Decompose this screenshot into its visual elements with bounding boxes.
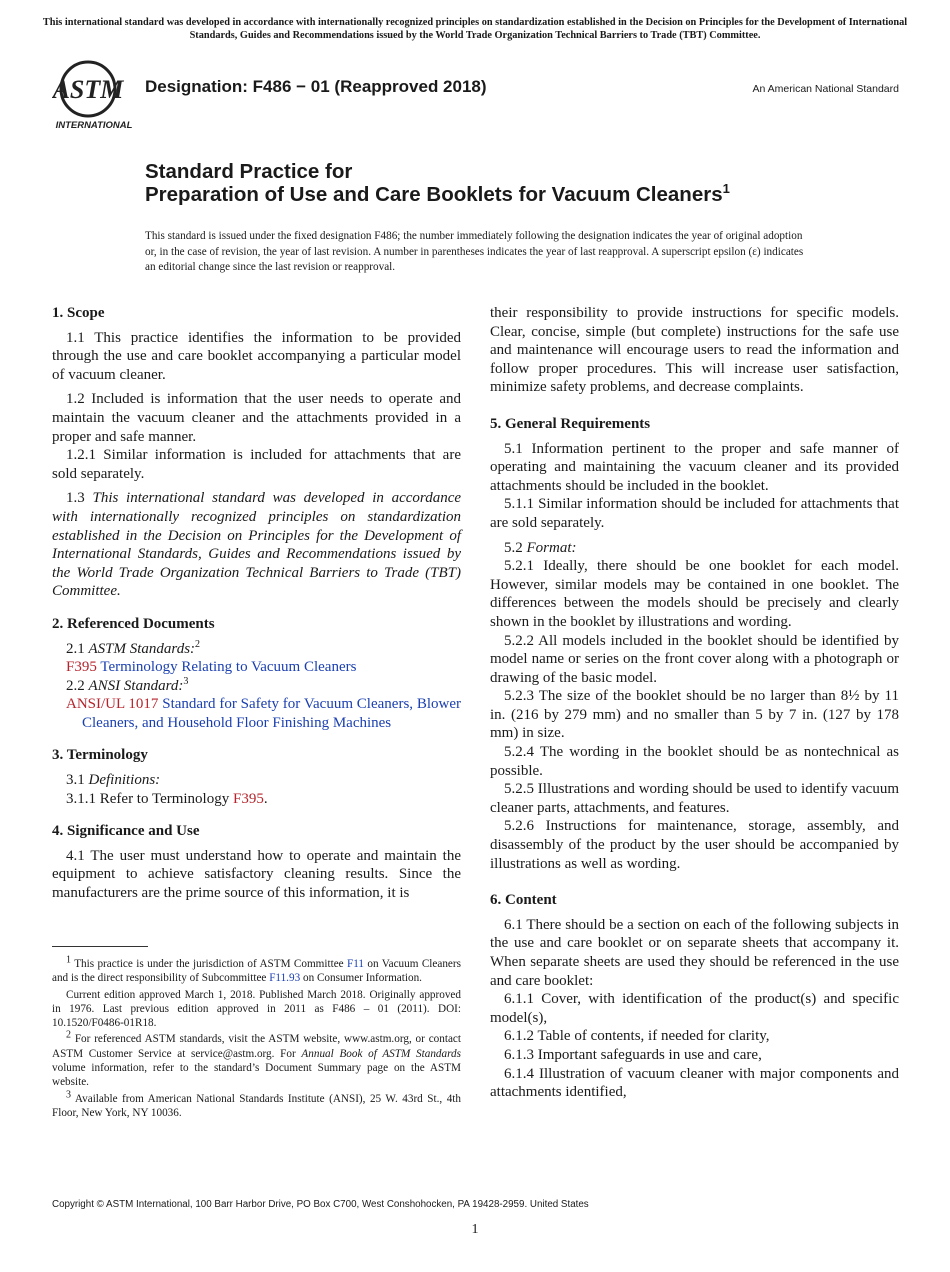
footnote-3: $^3$ Available from American National Standards Institute (ANSI), 25 W. 43rd St., 4th Floor, New York, NY 10036. <box>52 1088 461 1119</box>
footnote-1: $^1$ This practice is under the jurisdiction of ASTM Committee F11 on Vacuum Cleaners and is the direct responsibility of Subcommittee F11.93 on Consumer Information. <box>52 954 461 985</box>
paragraph-6-1-2: 6.1.2 Table of contents, if needed for clarity, <box>504 1028 770 1045</box>
paragraph-5-1-1: 5.1.1 Similar information should be included for attachments that are sold separately. <box>490 496 899 531</box>
paragraph-6-1-1: 6.1.1 Cover, with identification of the product(s) and specific model(s), <box>490 991 899 1026</box>
top-notice: This international standard was developed in accordance with internationally recognized principles on standardization established in the Decision on Principles for the Development of International Standards, Guides and Recommendations issued by the World Trade Organization Technical Barriers to Trade (TBT) Committee. <box>42 17 908 41</box>
paragraph-1-3: 1.3 This international standard was developed in accordance with internationally recognized principles on standardization established in the Decision on Principles for the Development of International Standards, Guides and Recommendations issued by the World Trade Organization Technical Barriers to Trade (TBT) Committee. <box>52 490 462 600</box>
footnotes <box>52 954 461 1122</box>
reference-title: Standard for Safety for Vacuum Cleaners, Blower Cleaners, and Household Floor Finishing Machines <box>82 696 461 731</box>
paragraph-6-1-4: 6.1.4 Illustration of vacuum cleaner with major components and attachments identified, <box>490 1065 899 1101</box>
title-footnote-mark[interactable]: 1 <box>722 181 730 197</box>
paragraph-2-1: 2.1 ASTM Standards:$^2$ <box>66 638 201 657</box>
paragraph-3-1-1: 3.1.1 Refer to Terminology F395. <box>66 790 268 807</box>
logo-text: ASTM <box>52 75 124 104</box>
paragraph-5-2-4: 5.2.4 The wording in the booklet should be as nontechnical as possible. <box>490 744 899 779</box>
national-standard-label: An American National Standard <box>752 83 899 95</box>
astm-logo <box>52 58 136 132</box>
designation: Designation: F486 − 01 (Reapproved 2018) <box>145 77 487 96</box>
issuance-note: This standard is issued under the fixed designation F486; the number immediately following the designation indicates the year of original adoption or, in the case of revision, the year of last revision. A number in parentheses indicates the year of last reapproval. A superscript epsilon (ε) indicates an editorial change since the last revision or reapproval. <box>145 230 804 274</box>
section-heading-content: 6. Content <box>490 892 557 909</box>
reference-title: Terminology Relating to Vacuum Cleaners <box>96 659 357 676</box>
page-number: 1 <box>471 1222 479 1237</box>
paragraph-5-1: 5.1 Information pertinent to the proper and safe manner of operating and maintaining the vacuum cleaner and its provided attachments should be included in the booklet. <box>490 440 899 494</box>
paragraph-1-1: 1.1 This practice identifies the information to be provided through the use and care booklet accompanying a particular model of vacuum cleaner. <box>52 329 461 383</box>
paragraph-4-1: 4.1 The user must understand how to operate and maintain the equipment to achieve satisfactory cleaning results. Since the manufacturers are the prime source of this information, it is <box>52 847 461 902</box>
title-line-2: Preparation of Use and Care Booklets for Vacuum Cleaners$^1$ <box>145 181 730 206</box>
footnote-2: $^2$ For referenced ASTM standards, visit the ASTM website, www.astm.org, or contact ASTM Customer Service at service@astm.org. For Annual Book of ASTM Standards volume information, refer to the standard’s Document Summary page on the ASTM website. <box>52 1029 461 1089</box>
section-heading-terminology: 3. Terminology <box>52 747 148 764</box>
paragraph-6-1-3: 6.1.3 Important safeguards in use and care, <box>504 1046 762 1063</box>
title-line-1: Standard Practice for <box>145 160 353 183</box>
paragraph-2-2: 2.2 ANSI Standard:$^3$ <box>66 675 189 694</box>
paragraph-3-1: 3.1 Definitions: <box>66 772 161 789</box>
document-title <box>145 160 730 206</box>
paragraph-5-2-6: 5.2.6 Instructions for maintenance, storage, assembly, and disassembly of the product by the user should be accompanied by illustrations as well as wording. <box>490 818 899 872</box>
paragraph-1-2: 1.2 Included is information that the user needs to operate and maintain the vacuum cleaner and the attachments provided in a proper and safe manner. <box>52 391 461 445</box>
right-column <box>490 304 899 1102</box>
reference-ansi-ul-1017[interactable] <box>52 695 461 732</box>
committee-link[interactable]: F11 <box>347 958 365 970</box>
section-heading-significance: 4. Significance and Use <box>52 823 200 840</box>
paragraph-4-1-continued: their responsibility to provide instructions for specific models. Clear, concise, simple (but complete) instructions for the safe use and maintenance will encourage users to read the information and follow proper procedures. This will increase user satisfaction, minimize safety problems, and decrease complaints. <box>490 305 899 396</box>
paragraph-1-2-1: 1.2.1 Similar information is included for attachments that are sold separately. <box>52 447 461 482</box>
section-heading-general-requirements: 5. General Requirements <box>490 415 651 432</box>
copyright-notice: Copyright © ASTM International, 100 Barr Harbor Drive, PO Box C700, West Conshohocken, PA 19428-2959. United States <box>52 1199 589 1210</box>
paragraph-5-2: 5.2 Format: <box>504 539 577 556</box>
reference-code: ANSI/UL 1017 <box>66 696 159 713</box>
paragraph-5-2-3: 5.2.3 The size of the booklet should be no larger than 8½ by 11 in. (216 by 279 mm) and no smaller than 5 by 7 in. (127 by 178 mm) in size. <box>490 688 899 742</box>
paragraph-5-2-5: 5.2.5 Illustrations and wording should be used to identify vacuum cleaner parts, attachments, and features. <box>490 781 899 816</box>
paragraph-5-2-1: 5.2.1 Ideally, there should be one booklet for each model. However, similar models may be contained in one booklet. The differences between the models should be precisely and clearly shown in the booklet by illustrations and wording. <box>490 558 899 630</box>
subcommittee-link[interactable]: F11.93 <box>269 972 301 985</box>
left-column <box>52 304 461 903</box>
section-heading-referenced-documents: 2. Referenced Documents <box>52 615 215 632</box>
reference-code: F395 <box>66 659 97 676</box>
section-heading-scope: 1. Scope <box>52 305 105 321</box>
reference-f395[interactable] <box>52 658 461 677</box>
logo-subtext: INTERNATIONAL <box>55 120 133 131</box>
footnote-1-edition: Current edition approved March 1, 2018. Published March 2018. Originally approved in 1976. Last previous edition approved in 2011 as F486 – 01 (2011). DOI: 10.1520/F0486-01R18. <box>52 988 461 1030</box>
terminology-link[interactable]: F395 <box>232 790 264 807</box>
paragraph-6-1: 6.1 There should be a section on each of the following subjects in the use and care booklet or on separate sheets that accompany it. When separate sheets are used they should be referenced in the use and care booklet: <box>490 916 899 989</box>
paragraph-5-2-2: 5.2.2 All models included in the booklet should be identified by model name or series on the front cover along with a photograph or drawing of the basic model. <box>490 632 899 686</box>
footnote-divider <box>52 946 148 947</box>
